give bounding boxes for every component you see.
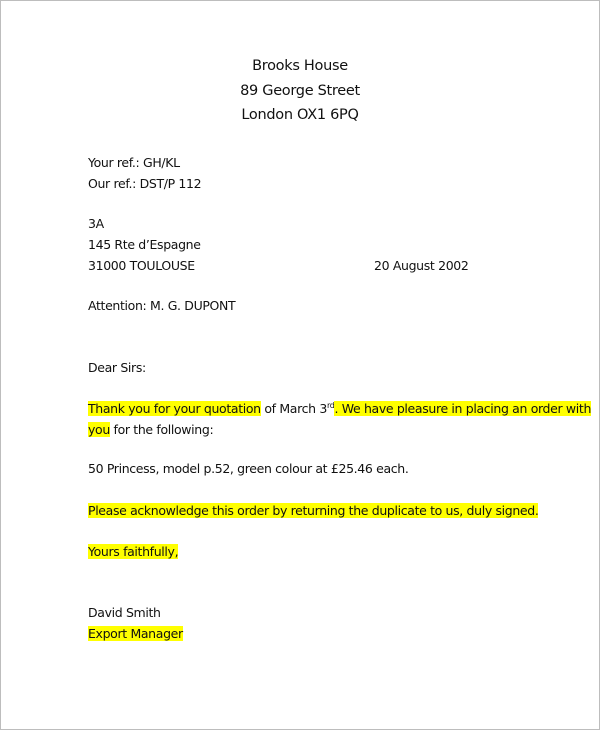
attention-line: Attention: M. G. DUPONT — [88, 298, 236, 313]
highlighted-text: Thank you for your quotation — [88, 401, 261, 416]
body-text: for the following: — [109, 422, 214, 437]
letterhead-line-3: London OX1 6PQ — [241, 107, 359, 123]
highlighted-text: Export Manager — [88, 626, 183, 641]
recipient-address-line-2: 145 Rte d’Espagne — [88, 237, 201, 252]
your-reference: Your ref.: GH/KL — [88, 155, 180, 170]
highlighted-text: you — [88, 422, 110, 437]
highlighted-text: . We have pleasure in placing an order with — [334, 401, 592, 416]
salutation: Dear Sirs: — [88, 360, 146, 375]
letterhead-line-1: Brooks House — [252, 58, 348, 74]
our-reference: Our ref.: DST/P 112 — [88, 176, 202, 191]
body-text: of March 3 — [260, 401, 327, 416]
recipient-address-line-1: 3A — [88, 216, 104, 231]
highlighted-text: Yours faithfully, — [88, 544, 179, 559]
highlighted-text: Please acknowledge this order by returning the duplicate to us, duly signed. — [88, 503, 539, 518]
ordinal-suffix: rd — [326, 401, 335, 410]
letter-date: 20 August 2002 — [374, 258, 469, 273]
closing — [88, 542, 178, 562]
body-paragraph-1-line-2 — [88, 420, 213, 440]
letterhead-line-2: 89 George Street — [240, 83, 360, 99]
recipient-address-line-3: 31000 TOULOUSE — [88, 258, 195, 273]
acknowledge-request — [88, 501, 538, 521]
signature-name: David Smith — [88, 605, 161, 620]
signature-title — [88, 624, 183, 644]
body-paragraph-1-line-1 — [88, 399, 591, 419]
order-line: 50 Princess, model p.52, green colour at £25.46 each. — [88, 461, 409, 476]
